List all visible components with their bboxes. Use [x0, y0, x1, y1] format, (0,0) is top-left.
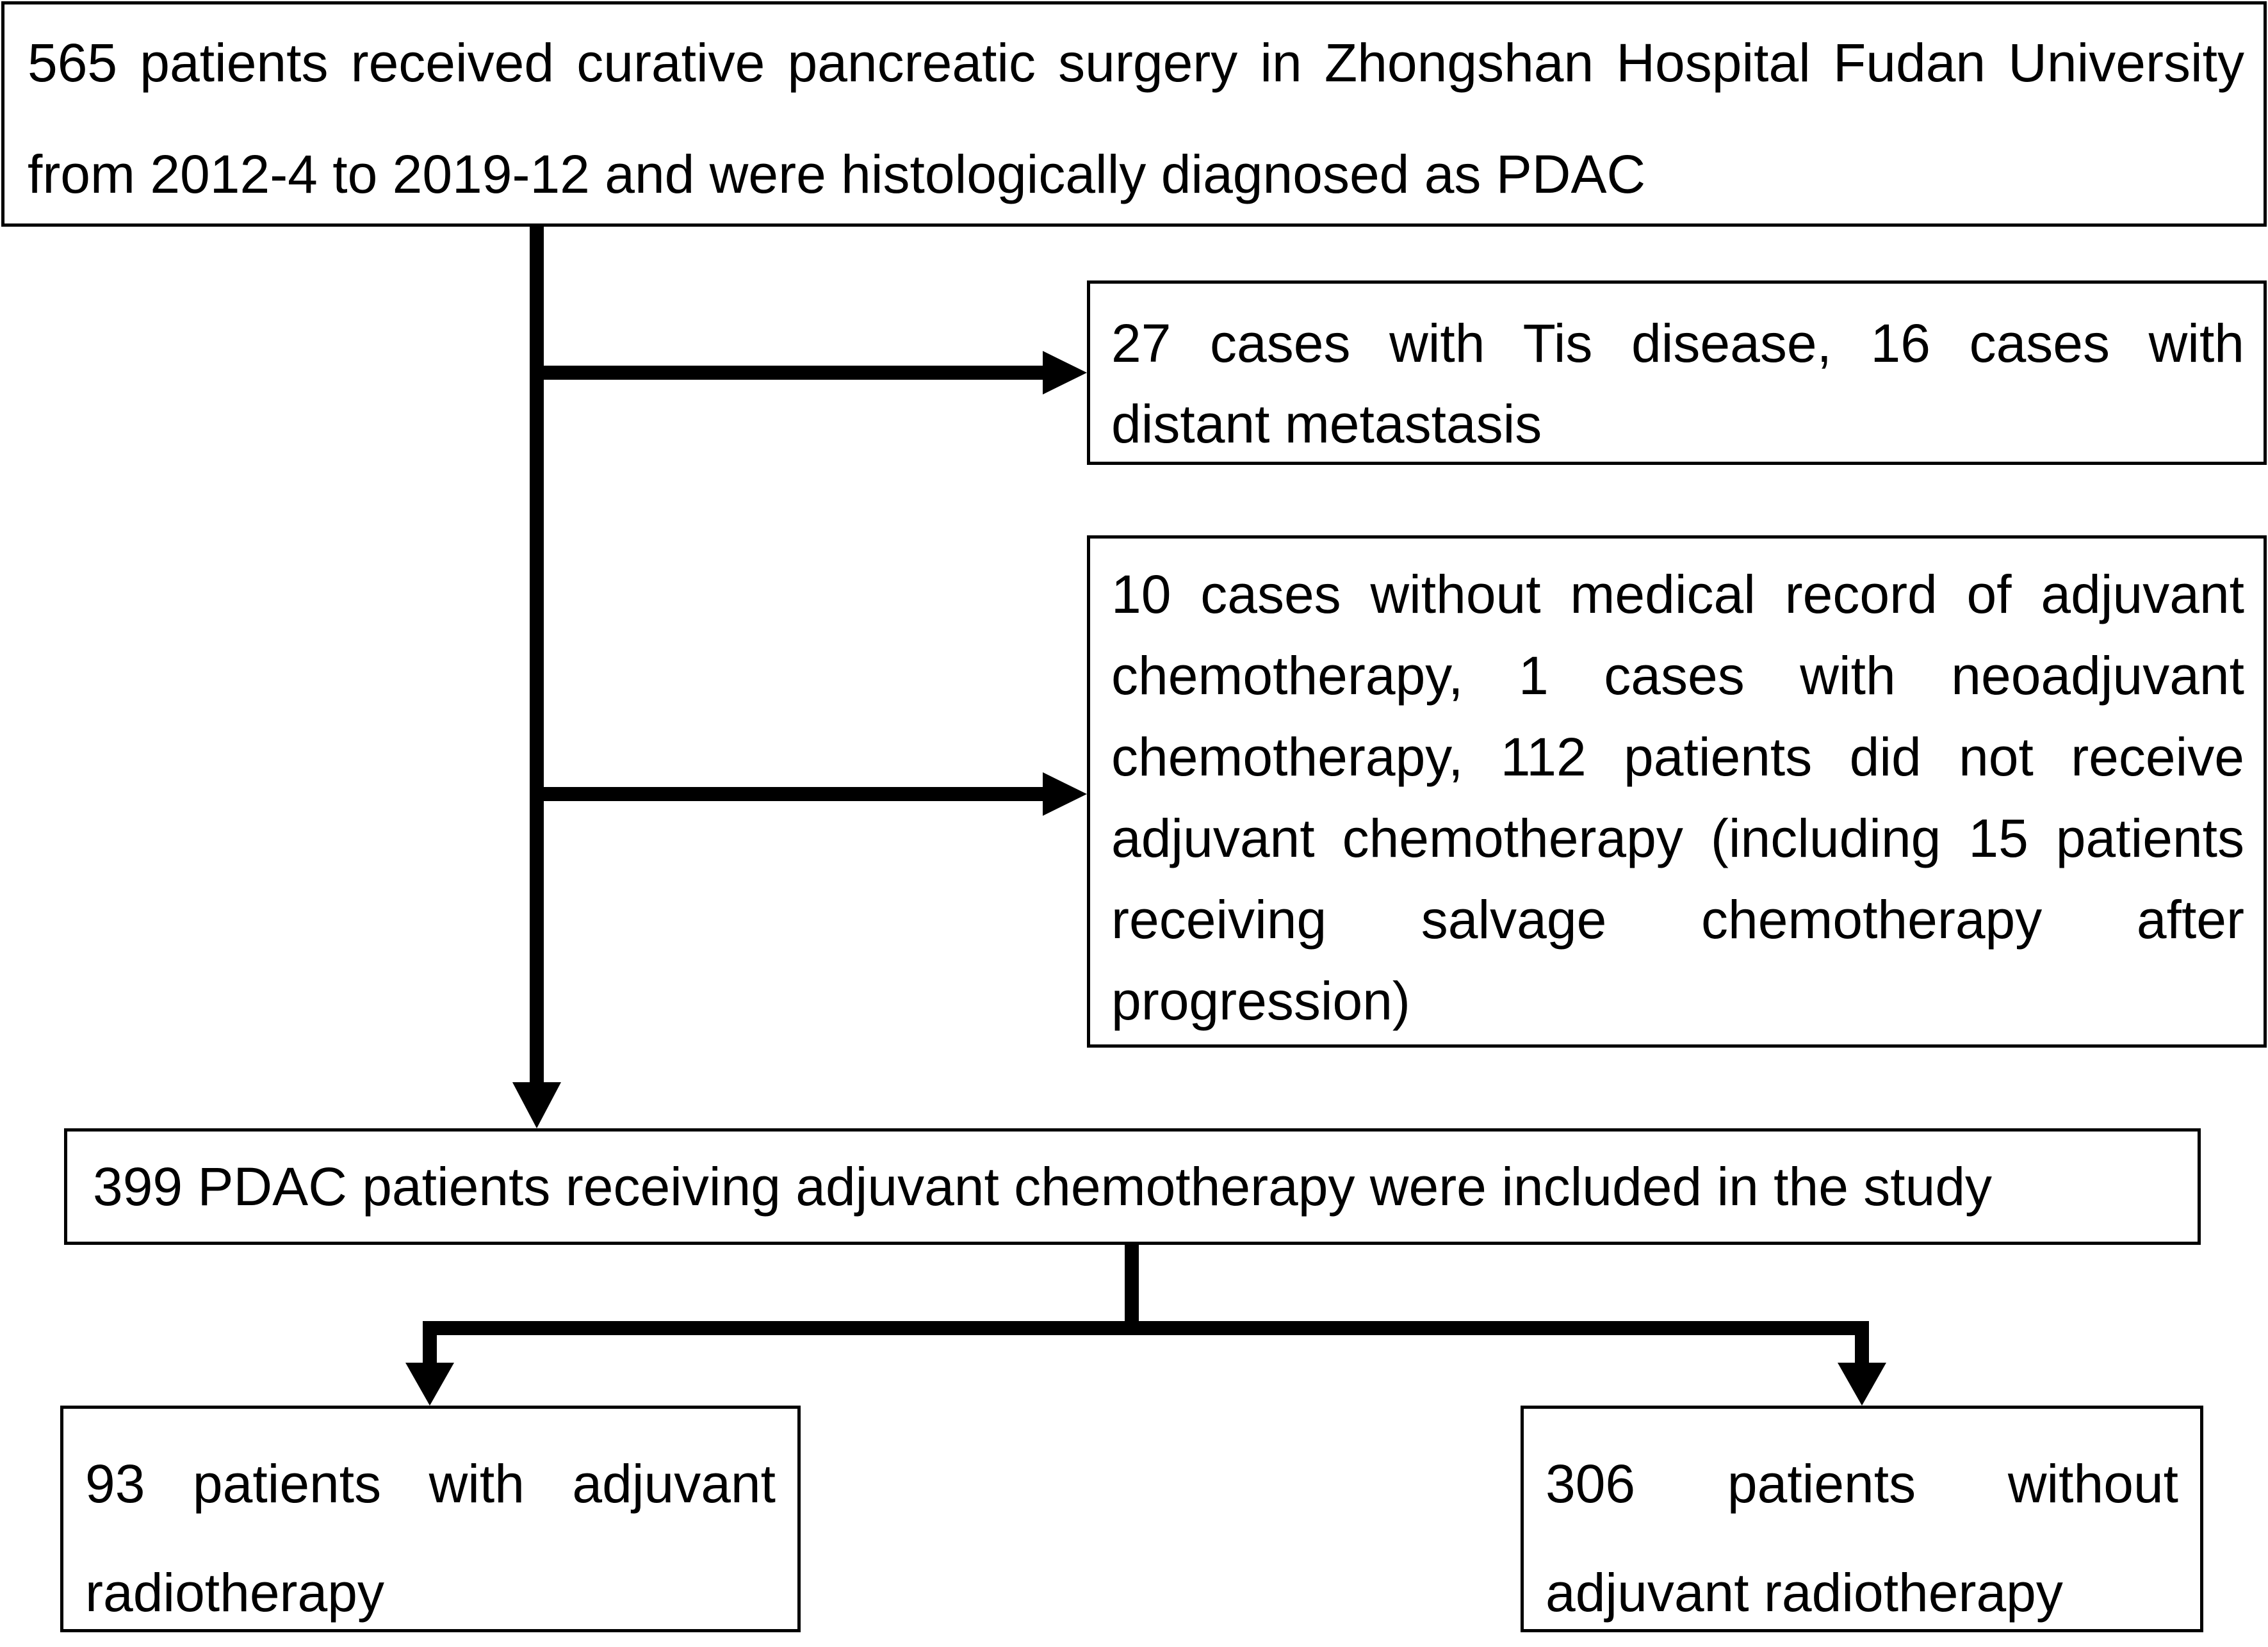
main-trunk-arrowhead: [512, 1082, 561, 1128]
split-left-arrowhead: [405, 1363, 454, 1406]
split-right-arrowhead: [1838, 1363, 1886, 1406]
exclusion-2-arrowhead: [1043, 772, 1087, 816]
radiotherapy-group-text: 93 patients with adjuvant radiotherapy: [85, 1454, 776, 1623]
exclusion-box-1: [1087, 280, 2267, 465]
initial-cohort-text: 565 patients received curative pancreatic surgery in Zhongshan Hospital Fudan University from 2012-4 to 2019-12 and were histologically diagnosed as PDAC: [28, 33, 2244, 204]
radiotherapy-group-box: [60, 1406, 801, 1632]
exclusion-2-text: 10 cases without medical record of adjuvant chemotherapy, 1 cases with neoadjuvant chemotherapy, 112 patients did not receive adjuvant chemotherapy (including 15 patients receiving salvage chemotherapy after progression): [1111, 564, 2244, 1031]
exclusion-1-arrowhead: [1043, 351, 1087, 394]
no-radiotherapy-group-text: 306 patients without adjuvant radiotherapy: [1546, 1454, 2178, 1623]
exclusion-box-2: [1087, 535, 2267, 1048]
included-cohort-box: [64, 1128, 2201, 1245]
initial-cohort-box: [1, 1, 2267, 227]
included-cohort-text: 399 PDAC patients receiving adjuvant chemotherapy were included in the study: [93, 1156, 1993, 1217]
exclusion-1-text: 27 cases with Tis disease, 16 cases with distant metastasis: [1111, 313, 2244, 454]
no-radiotherapy-group-box: [1521, 1406, 2203, 1632]
